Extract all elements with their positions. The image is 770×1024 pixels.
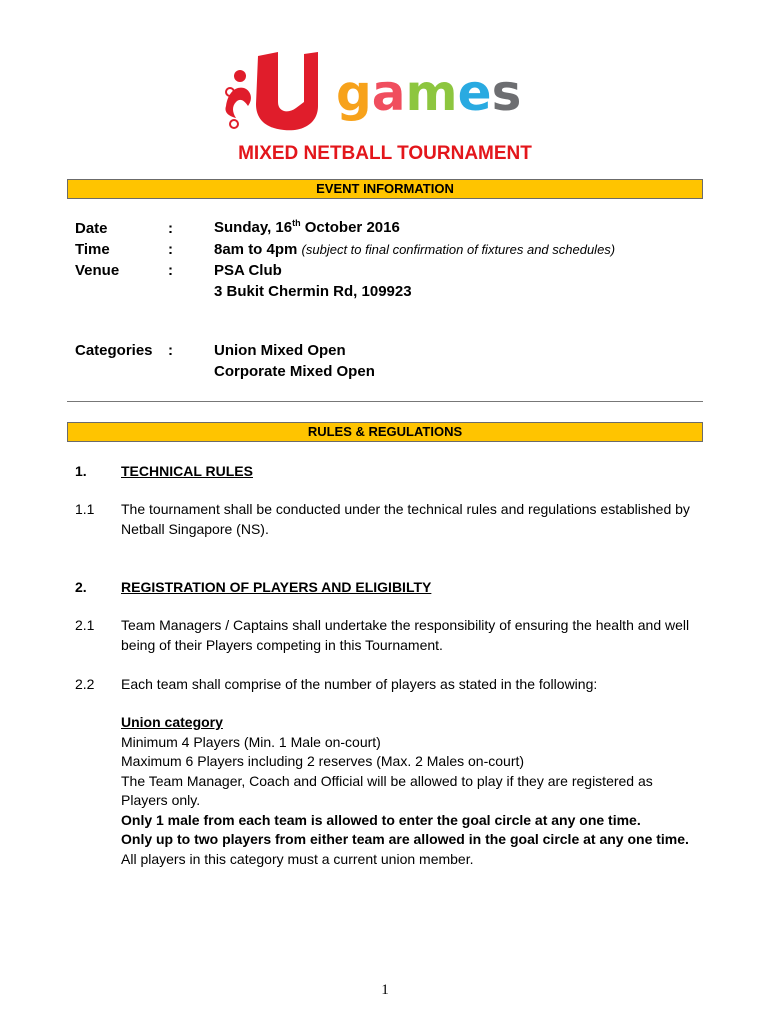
union-category-title: Union category (121, 714, 223, 730)
venue-colon: : (168, 262, 173, 279)
page-title: MIXED NETBALL TOURNAMENT (238, 143, 532, 164)
rules-header: RULES & REGULATIONS (67, 422, 703, 442)
ugames-logo-graphic (218, 48, 558, 132)
section-2-2-text: Each team shall comprise of the number of players as stated in the following: (121, 676, 598, 692)
union-line: Minimum 4 Players (Min. 1 Male on-court) (121, 733, 381, 750)
section-2-1-text: Team Managers / Captains shall undertake the responsibility of ensuring the health and well being of their Players competing in this Tournament. (121, 617, 690, 653)
logo-u-shape (256, 52, 318, 130)
venue-line-2: 3 Bukit Chermin Rd, 109923 (214, 283, 412, 300)
union-category-block (121, 713, 701, 869)
date-colon: : (168, 220, 173, 237)
union-line: The Team Manager, Coach and Official will be allowed to play if they are registered as Players only. (121, 772, 653, 808)
section-1-1-number: 1.1 (75, 501, 95, 517)
logo-letter-m: m (405, 64, 458, 122)
time-colon: : (168, 241, 173, 258)
svg-text:games (336, 64, 521, 122)
logo-figure-head (234, 70, 246, 82)
section-2-2-number: 2.2 (75, 676, 95, 692)
date-value (214, 218, 400, 236)
logo-figure-head-3 (230, 120, 238, 128)
categories-colon: : (168, 342, 173, 359)
date-value-month: October 2016 (300, 219, 400, 236)
category-item: Corporate Mixed Open (214, 363, 375, 380)
venue-line-1: PSA Club (214, 262, 282, 279)
category-item: Union Mixed Open (214, 342, 346, 359)
section-2-1-number: 2.1 (75, 617, 95, 633)
time-note: (subject to final confirmation of fixtures and schedules) (301, 242, 616, 257)
logo-figure-body (225, 88, 250, 118)
section-2-number: 2. (75, 579, 87, 595)
section-1-1-text: The tournament shall be conducted under the technical rules and regulations established by Netball Singapore (NS). (121, 501, 690, 537)
section-1-title: TECHNICAL RULES (121, 463, 253, 479)
section-2-title: REGISTRATION OF PLAYERS AND ELIGIBILTY (121, 579, 432, 595)
union-line: Maximum 6 Players including 2 reserves (Max. 2 Males on-court) (121, 753, 525, 769)
time-value (214, 241, 615, 258)
event-info-header: EVENT INFORMATION (67, 179, 703, 199)
date-value-day: Sunday, 16 (214, 219, 293, 236)
union-line: All players in this category must a current union member. (121, 850, 474, 867)
logo-letter-s: s (491, 64, 522, 122)
categories-label: Categories (75, 342, 153, 359)
logo-letter-e: e (457, 64, 492, 122)
ugames-logo (218, 48, 558, 132)
date-label: Date (75, 220, 108, 237)
section-divider (67, 401, 703, 402)
logo-letter-g: g (336, 64, 372, 122)
date-value-sup: th (292, 218, 301, 228)
page-number: 1 (381, 982, 389, 998)
venue-label: Venue (75, 262, 120, 279)
time-value-text: 8am to 4pm (214, 241, 298, 258)
section-1-number: 1. (75, 463, 87, 479)
logo-letter-a: a (371, 64, 406, 122)
time-label: Time (75, 241, 110, 258)
union-bold-rule: Only 1 male from each team is allowed to enter the goal circle at any one time. (121, 811, 641, 828)
union-bold-rule: Only up to two players from either team are allowed in the goal circle at any one time. (121, 831, 689, 847)
